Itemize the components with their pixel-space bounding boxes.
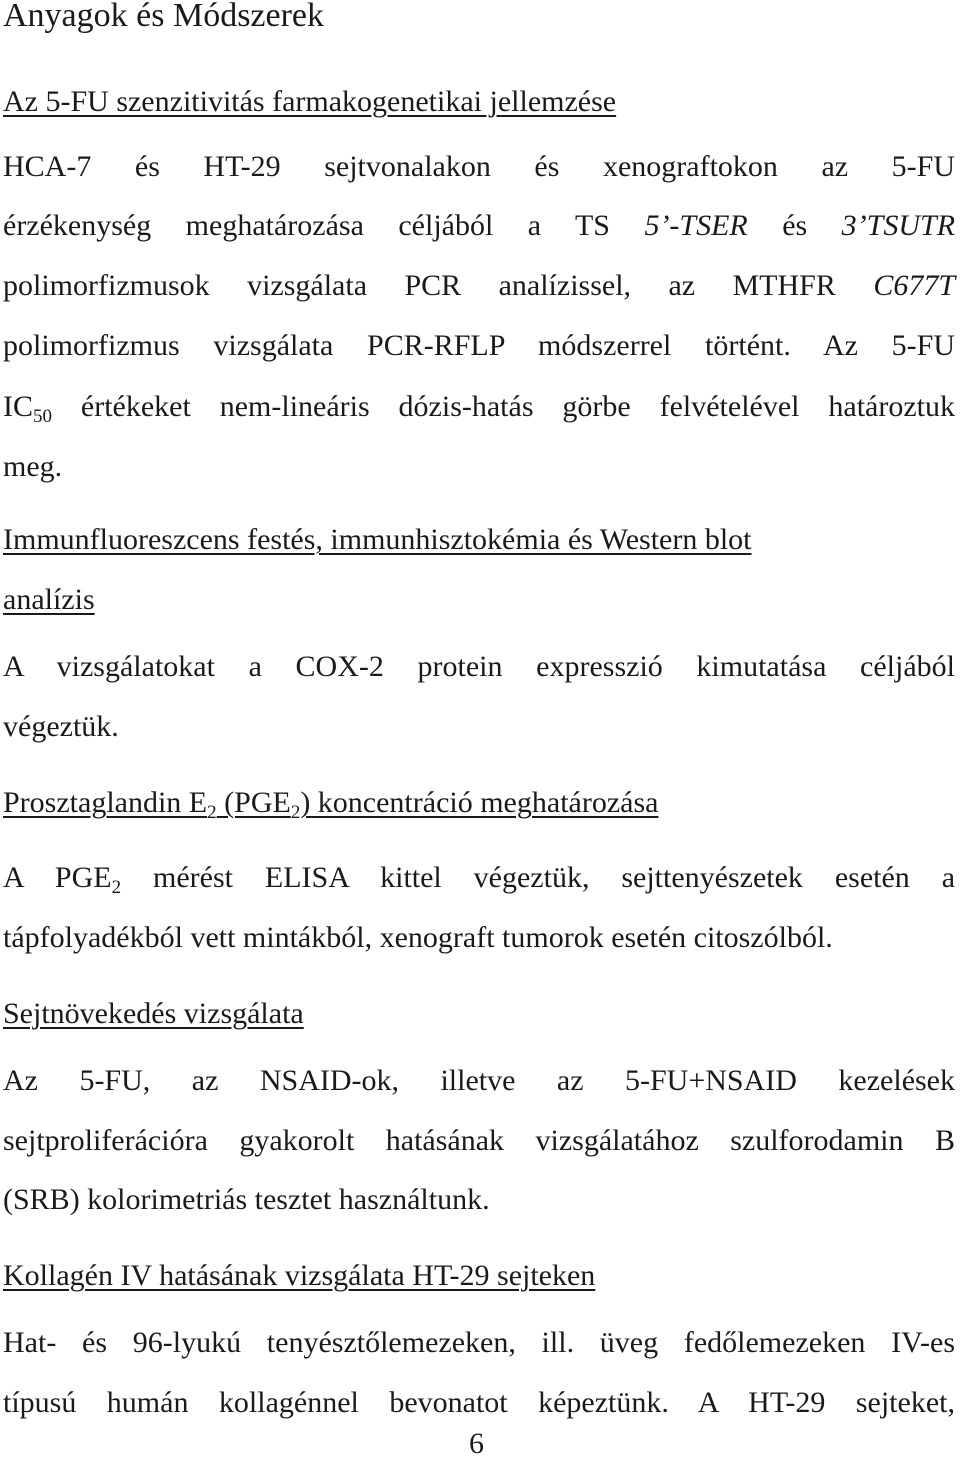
paragraph-line: (SRB) kolorimetriás tesztet használtunk. bbox=[3, 1183, 490, 1216]
section-title-collagen: Kollagén IV hatásának vizsgálata HT-29 sejteken bbox=[3, 1259, 596, 1292]
paragraph-line: A $PGE_2$ mérést ELISA kittel végeztük, sejttenyészetek esetén a bbox=[3, 861, 956, 898]
paragraph-line: HCA-7 és HT-29 sejtvonalakon és xenograftokon az 5-FU bbox=[3, 150, 955, 183]
page-number: 6 bbox=[469, 1427, 484, 1460]
paragraph-line: A vizsgálatokat a COX-2 protein expresszió kimutatása céljából bbox=[3, 650, 955, 683]
paragraph-line: Az 5-FU, az NSAID-ok, illetve az 5-FU+NSAID kezelések bbox=[3, 1064, 955, 1097]
paragraph-line: Hat- és 96-lyukú tenyésztőlemezeken, ill. üveg fedőlemezeken IV-es bbox=[3, 1326, 955, 1359]
paragraph-line: érzékenység meghatározása céljából a TS 5’-TSER és 3’TSUTR bbox=[3, 209, 956, 242]
section-title-immunostaining-cont: analízis bbox=[3, 583, 95, 616]
paragraph-line: sejtproliferációra gyakorolt hatásának vizsgálatához szulforodamin B bbox=[3, 1124, 955, 1157]
section-title-5fu-sensitivity: Az 5-FU szenzitivitás farmakogenetikai jellemzése bbox=[3, 85, 617, 118]
section-title-pge2: Prosztaglandin $E_2$ $(PGE_2)$ koncentráció meghatározása bbox=[3, 786, 659, 823]
paragraph-line: meg. bbox=[3, 450, 63, 483]
page-heading: Anyagok és Módszerek bbox=[3, 0, 325, 34]
paragraph-line: $IC_{50}$ értékeket nem-lineáris dózis-hatás görbe felvételével határoztuk bbox=[3, 390, 956, 427]
paragraph-line: tápfolyadékból vett mintákból, xenograft tumorok esetén citoszólból. bbox=[3, 921, 833, 954]
paragraph-line: polimorfizmusok vizsgálata PCR analízissel, az MTHFR C677T bbox=[3, 269, 956, 302]
section-title-immunostaining: Immunfluoreszcens festés, immunhisztokémia és Western blot bbox=[3, 523, 752, 556]
paragraph-line: végeztük. bbox=[3, 710, 119, 743]
section-title-cell-growth: Sejtnövekedés vizsgálata bbox=[3, 997, 304, 1030]
paragraph-line: polimorfizmus vizsgálata PCR-RFLP módszerrel történt. Az 5-FU bbox=[3, 329, 955, 362]
paragraph-line: típusú humán kollagénnel bevonatot képeztünk. A HT-29 sejteket, bbox=[3, 1386, 955, 1419]
